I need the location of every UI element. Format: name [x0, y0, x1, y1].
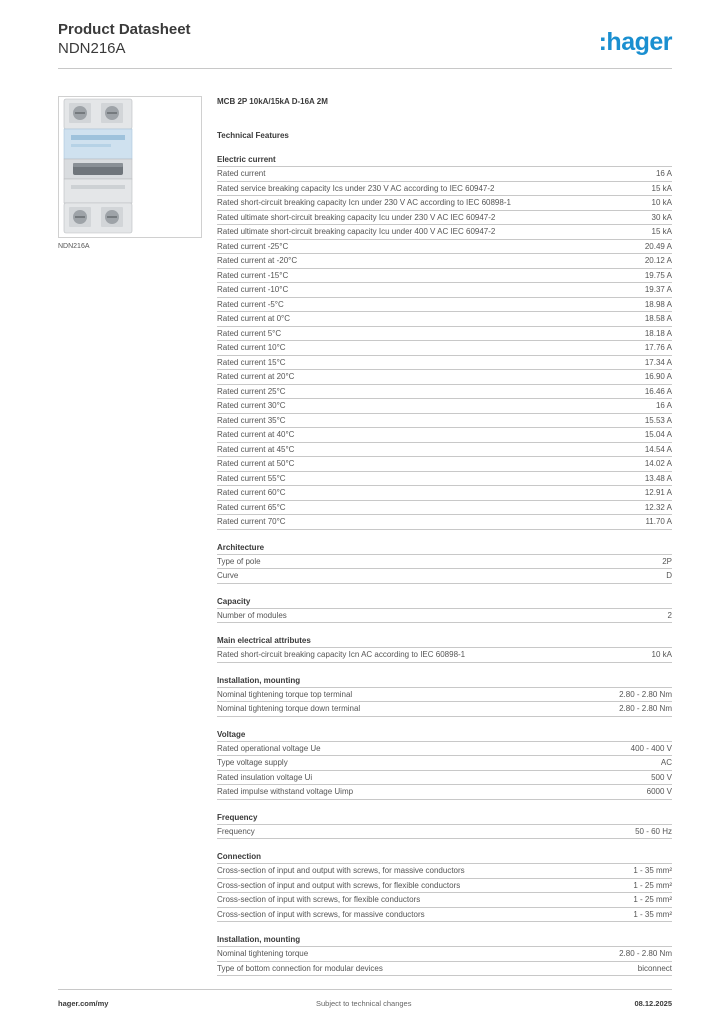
feature-label: Rated short-circuit breaking capacity Icn under 230 V AC according to IEC 60898-1	[217, 198, 511, 207]
feature-row	[217, 225, 672, 240]
section-title: Installation, mounting	[217, 673, 672, 688]
feature-label: Nominal tightening torque down terminal	[217, 704, 361, 713]
feature-row	[217, 771, 672, 786]
feature-value: 15.53 A	[644, 415, 672, 425]
section-title: Installation, mounting	[217, 932, 672, 947]
feature-value: 19.37 A	[644, 285, 672, 294]
feature-row	[217, 269, 672, 284]
feature-value: 12.91 A	[644, 488, 672, 497]
feature-label: Rated current at -20°C	[217, 256, 298, 265]
feature-label: Rated current at 50°C	[217, 459, 295, 468]
feature-label: Rated impulse withstand voltage Uimp	[217, 787, 354, 796]
feature-value: 18.98 A	[644, 299, 672, 309]
section-title: Architecture	[217, 540, 672, 555]
technical-features-title: Technical Features	[217, 131, 289, 140]
feature-label: Rated current at 45°C	[217, 444, 295, 454]
circuit-breaker-icon	[59, 97, 201, 237]
feature-row	[217, 327, 672, 342]
feature-sections	[217, 152, 672, 976]
feature-row	[217, 648, 672, 663]
feature-row	[217, 196, 672, 211]
document-title: Product Datasheet	[58, 21, 191, 38]
feature-value: 16 A	[655, 169, 672, 178]
feature-label: Rated ultimate short-circuit breaking capacity Icu under 400 V AC IEC 60947-2	[217, 227, 496, 236]
feature-value: 500 V	[651, 772, 672, 782]
feature-row	[217, 283, 672, 298]
feature-row	[217, 370, 672, 385]
feature-value: 20.12 A	[644, 256, 672, 265]
feature-section	[217, 540, 672, 584]
feature-value: 17.34 A	[644, 357, 672, 367]
feature-row	[217, 167, 672, 182]
feature-label: Rated current at 20°C	[217, 372, 295, 381]
feature-row	[217, 515, 672, 530]
feature-value: 2.80 - 2.80 Nm	[619, 689, 672, 699]
product-name: MCB 2P 10kA/15kA D-16A 2M	[217, 97, 328, 106]
feature-label: Rated current 35°C	[217, 415, 286, 425]
feature-row	[217, 688, 672, 703]
feature-value: 400 - 400 V	[630, 743, 672, 753]
feature-value: 16 A	[655, 401, 672, 410]
feature-row	[217, 702, 672, 717]
feature-value: 10 kA	[651, 198, 672, 207]
section-title: Main electrical attributes	[217, 633, 672, 648]
feature-row	[217, 312, 672, 327]
feature-value: 16.46 A	[644, 386, 672, 396]
feature-row	[217, 298, 672, 313]
feature-value: biconnect	[637, 963, 672, 973]
feature-value: 2.80 - 2.80 Nm	[619, 949, 672, 958]
feature-row	[217, 254, 672, 269]
feature-row	[217, 414, 672, 429]
feature-value: 2	[667, 610, 672, 620]
feature-label: Rated current 60°C	[217, 488, 286, 497]
feature-row	[217, 962, 672, 977]
feature-value: 1 - 35 mm²	[633, 866, 672, 875]
footer-website: hager.com/my	[58, 999, 109, 1008]
feature-row	[217, 756, 672, 771]
feature-row	[217, 742, 672, 757]
feature-label: Cross-section of input and output with screws, for flexible conductors	[217, 880, 461, 890]
section-title: Voltage	[217, 727, 672, 742]
feature-section	[217, 727, 672, 800]
feature-value: 1 - 35 mm²	[633, 909, 672, 919]
feature-row	[217, 341, 672, 356]
document-subtitle: NDN216A	[58, 40, 126, 57]
feature-row	[217, 356, 672, 371]
feature-value: 16.90 A	[644, 372, 672, 381]
feature-label: Rated current at 40°C	[217, 430, 295, 439]
feature-row	[217, 893, 672, 908]
feature-label: Rated current 10°C	[217, 343, 286, 352]
feature-value: 12.32 A	[644, 502, 672, 512]
feature-label: Rated current -25°C	[217, 241, 289, 251]
feature-label: Cross-section of input with screws, for massive conductors	[217, 909, 425, 919]
feature-row	[217, 569, 672, 584]
section-title: Capacity	[217, 594, 672, 609]
feature-value: D	[666, 571, 672, 580]
image-caption: NDN216A	[58, 243, 90, 250]
feature-row	[217, 443, 672, 458]
feature-row	[217, 385, 672, 400]
feature-row	[217, 609, 672, 624]
feature-label: Frequency	[217, 826, 255, 836]
feature-label: Rated current -5°C	[217, 299, 284, 309]
feature-row	[217, 486, 672, 501]
feature-value: 2.80 - 2.80 Nm	[619, 704, 672, 713]
feature-value: 6000 V	[646, 787, 672, 796]
feature-value: AC	[660, 758, 672, 767]
feature-row	[217, 428, 672, 443]
feature-value: 14.54 A	[644, 444, 672, 454]
feature-section	[217, 673, 672, 717]
feature-label: Rated current -15°C	[217, 270, 289, 280]
feature-value: 20.49 A	[644, 241, 672, 251]
feature-value: 30 kA	[651, 212, 672, 222]
feature-value: 10 kA	[651, 650, 672, 659]
feature-section	[217, 633, 672, 663]
feature-label: Rated current 25°C	[217, 386, 286, 396]
feature-label: Rated short-circuit breaking capacity Icn AC according to IEC 60898-1	[217, 650, 466, 659]
feature-value: 15 kA	[651, 183, 672, 193]
feature-label: Rated current 65°C	[217, 502, 286, 512]
feature-row	[217, 785, 672, 800]
feature-row	[217, 182, 672, 197]
feature-row	[217, 399, 672, 414]
feature-row	[217, 864, 672, 879]
feature-value: 13.48 A	[644, 473, 672, 483]
feature-value: 50 - 60 Hz	[635, 826, 672, 836]
feature-label: Cross-section of input with screws, for flexible conductors	[217, 895, 421, 904]
feature-value: 15 kA	[651, 227, 672, 236]
feature-section	[217, 810, 672, 840]
feature-value: 2P	[662, 556, 672, 566]
feature-row	[217, 457, 672, 472]
feature-value: 18.18 A	[644, 328, 672, 338]
feature-value: 11.70 A	[645, 517, 672, 526]
feature-row	[217, 879, 672, 894]
feature-label: Rated current	[217, 169, 266, 178]
feature-section	[217, 849, 672, 922]
footer-note: Subject to technical changes	[316, 999, 412, 1008]
feature-value: 1 - 25 mm²	[633, 895, 672, 904]
feature-value: 18.58 A	[644, 314, 672, 323]
feature-label: Nominal tightening torque top terminal	[217, 689, 353, 699]
feature-row	[217, 947, 672, 962]
section-title: Connection	[217, 849, 672, 864]
feature-label: Rated current 15°C	[217, 357, 286, 367]
feature-value: 14.02 A	[644, 459, 672, 468]
feature-row	[217, 825, 672, 840]
feature-value: 15.04 A	[644, 430, 672, 439]
feature-section	[217, 932, 672, 976]
section-title: Frequency	[217, 810, 672, 825]
feature-label: Rated service breaking capacity Ics under 230 V AC according to IEC 60947-2	[217, 183, 495, 193]
hager-logo: :hager	[598, 28, 672, 56]
feature-label: Rated current 55°C	[217, 473, 286, 483]
feature-value: 1 - 25 mm²	[633, 880, 672, 890]
datasheet-content	[217, 96, 672, 976]
feature-label: Rated current -10°C	[217, 285, 289, 294]
page-header	[58, 20, 672, 69]
feature-row	[217, 501, 672, 516]
feature-label: Nominal tightening torque	[217, 949, 309, 958]
feature-label: Rated current at 0°C	[217, 314, 291, 323]
feature-label: Rated operational voltage Ue	[217, 743, 321, 753]
feature-label: Rated current 70°C	[217, 517, 286, 526]
feature-label: Rated current 30°C	[217, 401, 286, 410]
page-footer	[58, 989, 672, 1008]
feature-label: Type of pole	[217, 556, 261, 566]
product-image	[58, 96, 202, 238]
feature-row	[217, 472, 672, 487]
footer-date: 08.12.2025	[634, 999, 672, 1008]
feature-row	[217, 555, 672, 570]
feature-section	[217, 594, 672, 624]
section-title: Electric current	[217, 152, 672, 167]
feature-row	[217, 211, 672, 226]
feature-label: Number of modules	[217, 610, 287, 620]
feature-label: Type of bottom connection for modular devices	[217, 963, 383, 973]
feature-label: Rated current 5°C	[217, 328, 282, 338]
feature-label: Rated insulation voltage Ui	[217, 772, 313, 782]
feature-label: Curve	[217, 571, 239, 580]
feature-row	[217, 240, 672, 255]
feature-value: 17.76 A	[644, 343, 672, 352]
feature-label: Rated ultimate short-circuit breaking capacity Icu under 230 V AC IEC 60947-2	[217, 212, 496, 222]
feature-row	[217, 908, 672, 923]
feature-value: 19.75 A	[644, 270, 672, 280]
feature-section	[217, 152, 672, 530]
feature-label: Type voltage supply	[217, 758, 288, 767]
feature-label: Cross-section of input and output with screws, for massive conductors	[217, 866, 465, 875]
